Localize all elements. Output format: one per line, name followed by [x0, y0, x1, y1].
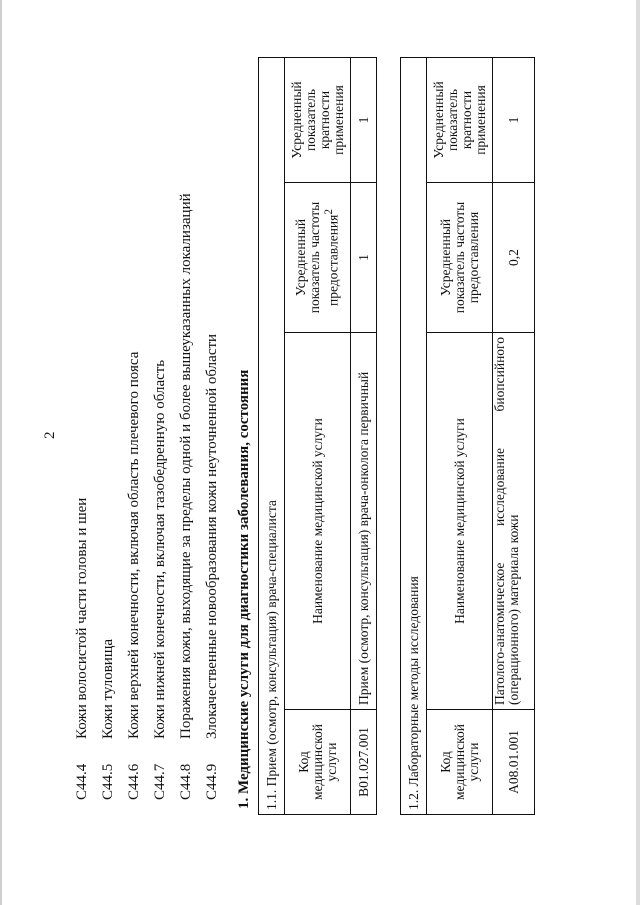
icd-name: Кожи верхней конечности, включая область плечевого пояса: [126, 351, 142, 739]
icd-code: C44.5: [100, 763, 116, 800]
footnote-marker: 2: [323, 209, 336, 215]
icd-name: Злокачественные новообразования кожи неуточненной области: [204, 333, 220, 739]
header-multiplicity: Усредненный показатель кратности применения: [285, 58, 351, 183]
table-caption-row: [259, 58, 285, 815]
table-caption-row: [401, 57, 427, 814]
service-code: A08.01.001: [493, 710, 535, 815]
header-frequency: Усредненный показатель частоты предоставления: [427, 183, 493, 333]
icd-code: C44.8: [178, 763, 194, 800]
service-multiplicity: 1: [493, 57, 535, 182]
icd-name: Кожи волосистой части головы и шеи: [74, 497, 90, 739]
service-code: B01.027.001: [351, 710, 377, 815]
service-frequency: 1: [351, 183, 377, 333]
icd-code: C44.9: [204, 763, 220, 800]
service-name-line-2: (операционного) материала кожи: [506, 514, 521, 705]
table-caption: 1.1. Прием (осмотр, консультация) врача-специалиста: [259, 58, 285, 815]
laboratory-table: [400, 57, 535, 815]
header-frequency: [285, 183, 351, 333]
section-title: 1. Медицинские услуги для диагностики заболевания, состояния: [236, 369, 252, 809]
service-frequency: 0,2: [493, 183, 535, 333]
header-multiplicity: Усредненный показатель кратности применения: [427, 57, 493, 182]
service-name: [493, 333, 535, 710]
icd-code: C44.6: [126, 763, 142, 800]
icd-name: Поражения кожи, выходящие за пределы одной и более вышеуказанных локализаций: [178, 193, 194, 739]
header-name: Наименование медицинской услуги: [427, 333, 493, 710]
header-code: Код медицинской услуги: [427, 710, 493, 815]
header-code: Код медицинской услуги: [285, 710, 351, 815]
table-header-row: [427, 57, 493, 814]
icd-name: Кожи нижней конечности, включая тазобедренную область: [152, 359, 168, 739]
icd-code: C44.4: [74, 763, 90, 800]
service-name: Прием (осмотр, консультация) врача-онколога первичный: [351, 333, 377, 710]
service-name-line-1: Патолого-анатомическое исследование биопсийного: [492, 337, 507, 705]
service-multiplicity: 1: [351, 58, 377, 183]
table-header-row: [285, 58, 351, 815]
icd-name: Кожи туловища: [100, 638, 116, 739]
table-row: [351, 58, 377, 815]
icd-code: C44.7: [152, 763, 168, 800]
table-row: [493, 57, 535, 814]
header-name: Наименование медицинской услуги: [285, 333, 351, 710]
table-caption: 1.2. Лабораторные методы исследования: [401, 57, 427, 814]
header-frequency-text: Усредненный показатель частоты предоставления: [293, 201, 341, 314]
consultation-table: [258, 57, 377, 815]
page-number: 2: [42, 431, 58, 439]
